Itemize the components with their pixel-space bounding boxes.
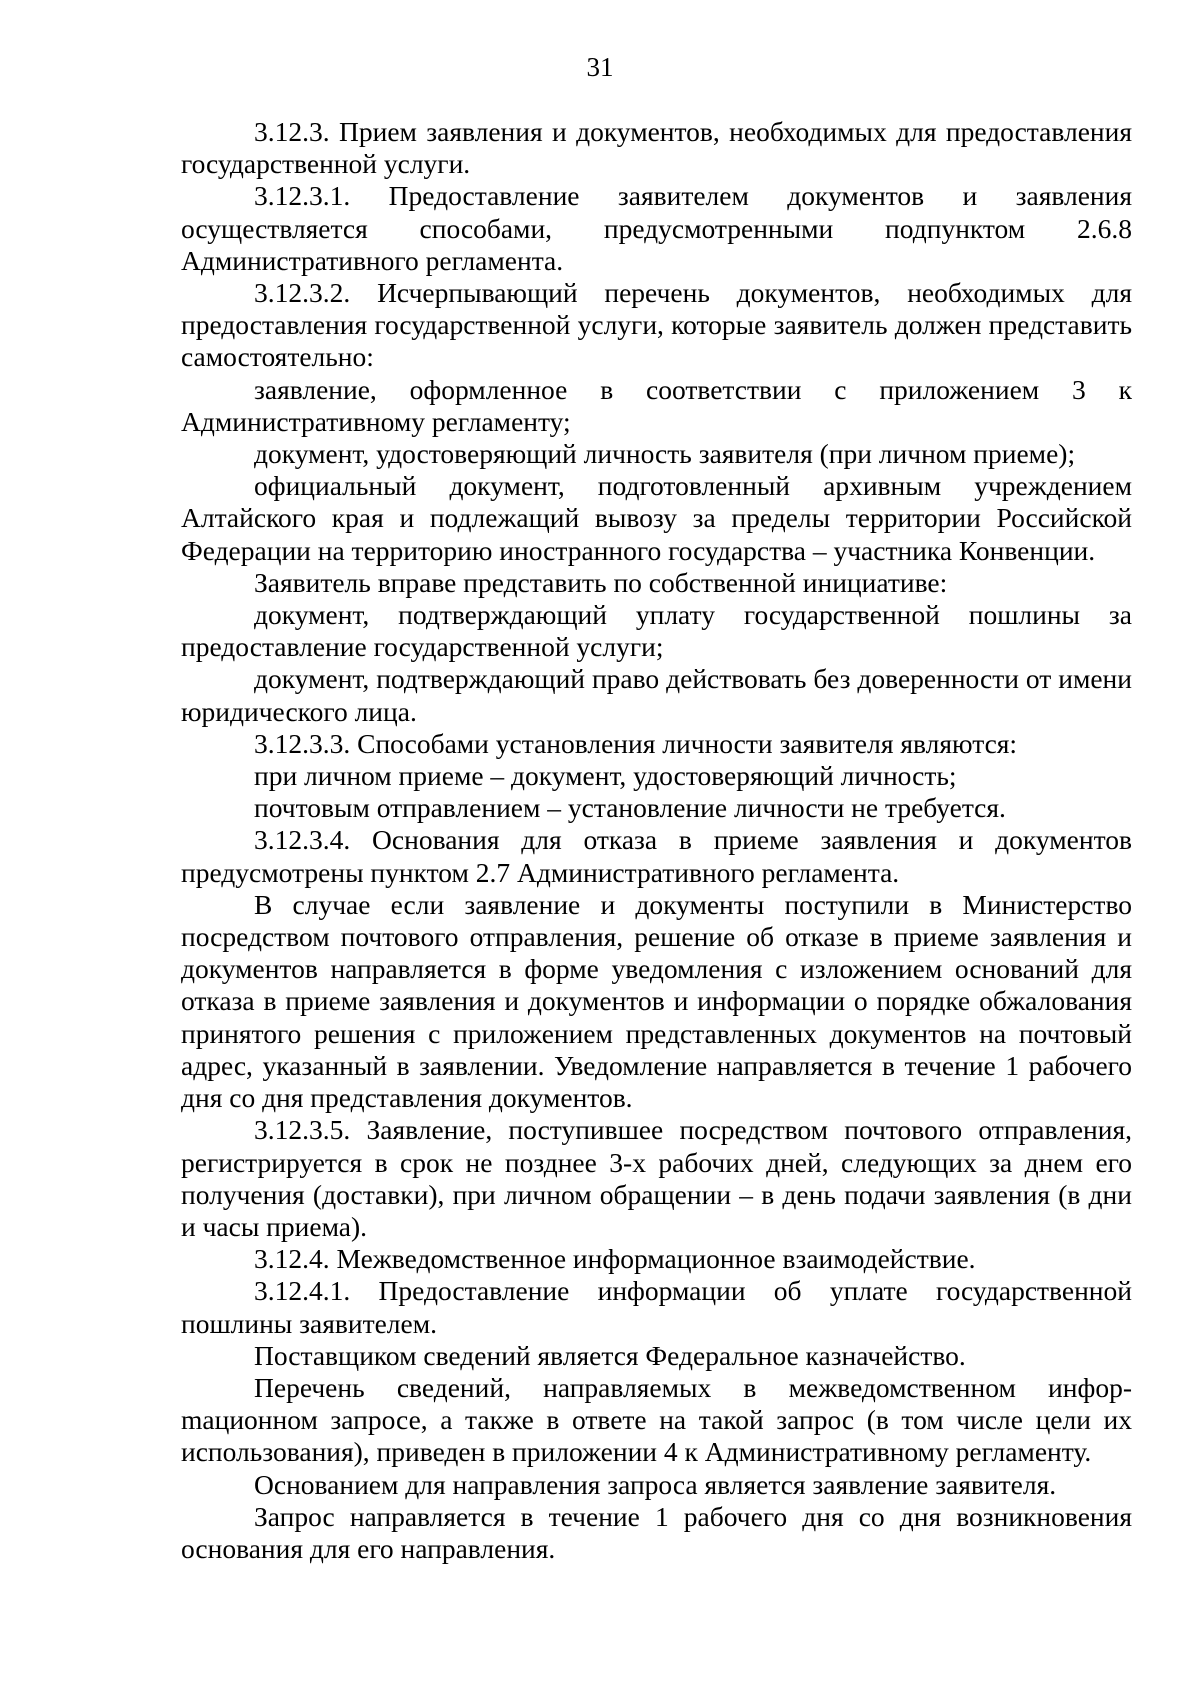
paragraph-3-12-4: 3.12.4. Межведомственное информационное взаимодействие. xyxy=(254,1243,976,1275)
list-item-authority-document: документ, подтверждающий право действовать без доверенности от имени юридического лица. xyxy=(181,663,1132,727)
paragraph-information-list: Перечень сведений, направляемых в межведомственном инфорmационном запросе, а также в ответе на такой запрос (в том числе цели их использования), приведен в приложении 4 к Административному регламенту. xyxy=(181,1371,1132,1468)
list-item-fee-payment: документ, подтверждающий уплату государственной пошлины за предоставление государственной услуги; xyxy=(181,599,1132,663)
paragraph-3-12-3-3: 3.12.3.3. Способами установления личности заявителя являются: xyxy=(254,727,1018,759)
paragraph-optional-documents: Заявитель вправе представить по собственной инициативе: xyxy=(254,566,948,598)
paragraph-request-deadline: Запрос направляется в течение 1 рабочего дня со дня возникновения основания для его направления. xyxy=(181,1500,1132,1564)
paragraph-request-basis: Основанием для направления запроса является заявление заявителя. xyxy=(254,1468,1057,1500)
paragraph-3-12-3-2: 3.12.3.2. Исчерпывающий перечень документов, необходимых для предоставления государственной услуги, которые заявитель должен представить самостоятельно: xyxy=(181,277,1132,373)
paragraph-3-12-3: 3.12.3. Прием заявления и документов, необходимых для предоставления государственной услуги. xyxy=(181,116,1132,180)
paragraph-3-12-3-5: 3.12.3.5. Заявление, поступившее посредством почтового отправления, регистрируется в срок не позднее 3-х рабочих дней, следующих за днем его получения (доставки), при личном обращении – в день подачи заявления (в дни и часы приема). xyxy=(181,1114,1132,1242)
paragraph-3-12-4-1: 3.12.4.1. Предоставление информации об уплате государственной пошлины заявителем. xyxy=(181,1275,1132,1339)
list-item-postal: почтовым отправлением – установление личности не требуется. xyxy=(254,792,1006,824)
document-body xyxy=(181,116,1132,1565)
paragraph-provider: Поставщиком сведений является Федеральное казначейство. xyxy=(254,1339,966,1371)
list-item-personal-reception: при личном приеме – документ, удостоверяющий личность; xyxy=(254,760,957,792)
paragraph-3-12-3-4: 3.12.3.4. Основания для отказа в приеме заявления и документов предусмотрены пунктом 2.7 Административного регламента. xyxy=(181,824,1132,888)
list-item-official-document: официальный документ, подготовленный архивным учреждением Алтайского края и подлежащий вывозу за пределы территории Российской Федерации на территорию иностранного государства – участника Конвенции. xyxy=(181,470,1132,566)
list-item-identity-document: документ, удостоверяющий личность заявителя (при личном приеме); xyxy=(254,438,1076,470)
paragraph-3-12-3-1: 3.12.3.1. Предоставление заявителем документов и заявления осуществляется способами, предусмотренными подпунктом 2.6.8 Административного регламента. xyxy=(181,180,1132,276)
paragraph-refusal-notice: В случае если заявление и документы поступили в Министерство посредством почтового отправления, решение об отказе в приеме заявления и документов направляется в форме уведомления с изложением оснований для отказа в приеме заявления и документов и информации о порядке обжалования принятого решения с приложением представленных документов на почтовый адрес, указанный в заявлении. Уведомление направляется в течение 1 рабочего дня со дня представления документов. xyxy=(181,888,1132,1114)
list-item-application: заявление, оформленное в соответствии с приложением 3 к Административному регламенту; xyxy=(181,373,1132,437)
page-number: 31 xyxy=(586,52,614,82)
